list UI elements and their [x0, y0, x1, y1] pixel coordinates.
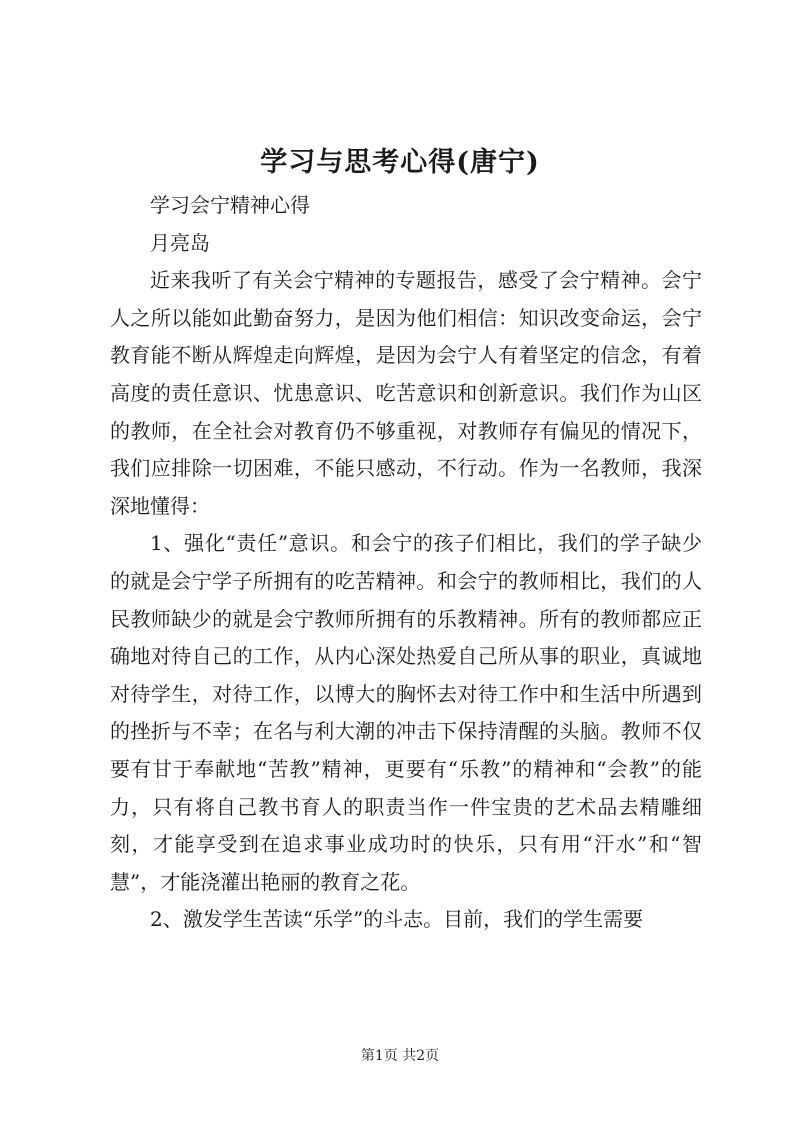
document-title: 学习与思考心得(唐宁) — [260, 147, 540, 178]
author-paragraph: 月亮岛 — [150, 230, 210, 255]
point-two-paragraph: 2、激发学生苦读“乐学”的斗志。目前，我们的学生需要 — [150, 907, 644, 932]
subtitle-paragraph: 学习会宁精神心得 — [150, 193, 310, 217]
document-body — [110, 187, 702, 939]
page-number-footer: 第1页 共2页 — [360, 1048, 440, 1064]
intro-paragraph: 近来我听了有关会宁精神的专题报告，感受了会宁精神。会宁人之所以能如此勤奋努力，是因为他们相信：知识改变命运，会宁教育能不断从辉煌走向辉煌，是因为会宁人有着坚定的信念，有着高度的责任意识、忧患意识、吃苦意识和创新意识。我们作为山区的教师，在全社会对教育仍不够重视，对教师存有偏见的情况下，我们应排除一切困难，不能只感动，不行动。作为一名教师，我深深地懂得： — [110, 268, 702, 518]
point-one-paragraph: 1、强化“责任”意识。和会宁的孩子们相比，我们的学子缺少的就是会宁学子所拥有的吃苦精神。和会宁的教师相比，我们的人民教师缺少的就是会宁教师所拥有的乐教精神。所有的教师都应正确地对待自己的工作，从内心深处热爱自己所从事的职业，真诚地对待学生，对待工作，以博大的胸怀去对待工作中和生活中所遇到的挫折与不幸；在名与利大潮的冲击下保持清醒的头脑。教师不仅要有甘于奉献地“苦教”精神，更要有“乐教”的精神和“会教”的能力，只有将自己教书育人的职责当作一件宝贵的艺术品去精雕细刻，才能享受到在追求事业成功时的快乐，只有用“汗水”和“智慧”，才能浇灌出艳丽的教育之花。 — [110, 531, 702, 894]
